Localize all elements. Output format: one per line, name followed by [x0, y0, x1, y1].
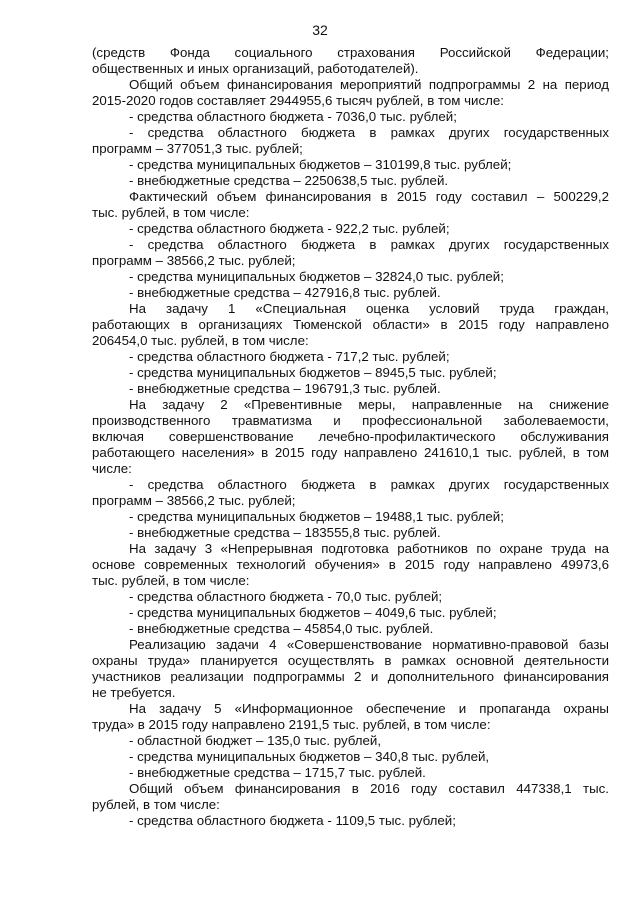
text-line: участников реализации подпрограммы 2 и дополнительного финансирования [92, 669, 609, 684]
text-line: охраны труда» планируется осуществлять в рамках основной деятельности [92, 653, 609, 668]
text-line: включая совершенствование лечебно-профилактического обслуживания [92, 429, 609, 444]
text-line: общественных и иных организаций, работодателей). [92, 61, 419, 76]
list-item: - внебюджетные средства – 1715,7 тыс. рублей. [129, 765, 426, 780]
text-line: Фактический объем финансирования в 2015 году составил – 500229,2 [129, 189, 609, 204]
list-item: - средства областного бюджета в рамках других государственных [129, 125, 609, 140]
list-item: - средства областного бюджета - 7036,0 тыс. рублей; [129, 109, 457, 124]
list-item: - внебюджетные средства – 2250638,5 тыс. рублей. [129, 173, 449, 188]
text-line: производственного травматизма и профессиональной заболеваемости, [92, 413, 609, 428]
list-item: - средства муниципальных бюджетов – 310199,8 тыс. рублей; [129, 157, 512, 172]
text-line: Общий объем финансирования в 2016 году составил 447338,1 тыс. [129, 781, 609, 796]
page-number: 32 [312, 22, 328, 38]
text-line: Реализацию задачи 4 «Совершенствование нормативно-правовой базы [129, 637, 609, 652]
text-line: труда» в 2015 году направлено 2191,5 тыс. рублей, в том числе: [92, 717, 491, 732]
text-line: рублей, в том числе: [92, 797, 220, 812]
text-line: 206454,0 тыс. рублей, в том числе: [92, 333, 309, 348]
list-item: - средства муниципальных бюджетов – 340,8 тыс. рублей, [129, 749, 490, 764]
text-line: На задачу 3 «Непрерывная подготовка работников по охране труда на [129, 541, 609, 556]
text-line: тыс. рублей, в том числе: [92, 205, 250, 220]
text-line: программ – 38566,2 тыс. рублей; [92, 493, 296, 508]
list-item: - средства областного бюджета в рамках других государственных [129, 477, 609, 492]
text-line: На задачу 2 «Превентивные меры, направленные на снижение [129, 397, 609, 412]
list-item: - средства областного бюджета - 70,0 тыс. рублей; [129, 589, 443, 604]
text-line: Общий объем финансирования мероприятий подпрограммы 2 на период [129, 77, 609, 92]
text-line: На задачу 1 «Специальная оценка условий труда граждан, [129, 301, 609, 316]
text-line: числе: [92, 461, 132, 476]
list-item: - средства муниципальных бюджетов – 19488,1 тыс. рублей; [129, 509, 504, 524]
list-item: - средства областного бюджета в рамках других государственных [129, 237, 609, 252]
list-item: - внебюджетные средства – 427916,8 тыс. рублей. [129, 285, 441, 300]
list-item: - внебюджетные средства – 183555,8 тыс. рублей. [129, 525, 441, 540]
list-item: - средства муниципальных бюджетов – 32824,0 тыс. рублей; [129, 269, 504, 284]
text-line: основе современных технологий обучения» в 2015 году направлено 49973,6 [92, 557, 609, 572]
document-body [92, 45, 609, 829]
list-item: - средства муниципальных бюджетов – 4049,6 тыс. рублей; [129, 605, 497, 620]
text-line: (средств Фонда социального страхования Российской Федерации; [92, 45, 609, 60]
text-line: программ – 377051,3 тыс. рублей; [92, 141, 303, 156]
list-item: - средства муниципальных бюджетов – 8945,5 тыс. рублей; [129, 365, 497, 380]
list-item: - внебюджетные средства – 196791,3 тыс. рублей. [129, 381, 441, 396]
list-item: - средства областного бюджета - 922,2 тыс. рублей; [129, 221, 450, 236]
list-item: - средства областного бюджета - 717,2 тыс. рублей; [129, 349, 450, 364]
list-item: - средства областного бюджета - 1109,5 тыс. рублей; [129, 813, 456, 828]
text-line: На задачу 5 «Информационное обеспечение и пропаганда охраны [129, 701, 609, 716]
text-line: 2015-2020 годов составляет 2944955,6 тысяч рублей, в том числе: [92, 93, 504, 108]
text-line: работающих в организациях Тюменской области» в 2015 году направлено [92, 317, 609, 332]
text-line: работающего населения» в 2015 году направлено 241610,1 тыс. рублей, в том [92, 445, 609, 460]
list-item: - областной бюджет – 135,0 тыс. рублей, [129, 733, 382, 748]
text-line: программ – 38566,2 тыс. рублей; [92, 253, 296, 268]
text-line: тыс. рублей, в том числе: [92, 573, 250, 588]
text-line: не требуется. [92, 685, 176, 700]
list-item: - внебюджетные средства – 45854,0 тыс. рублей. [129, 621, 434, 636]
